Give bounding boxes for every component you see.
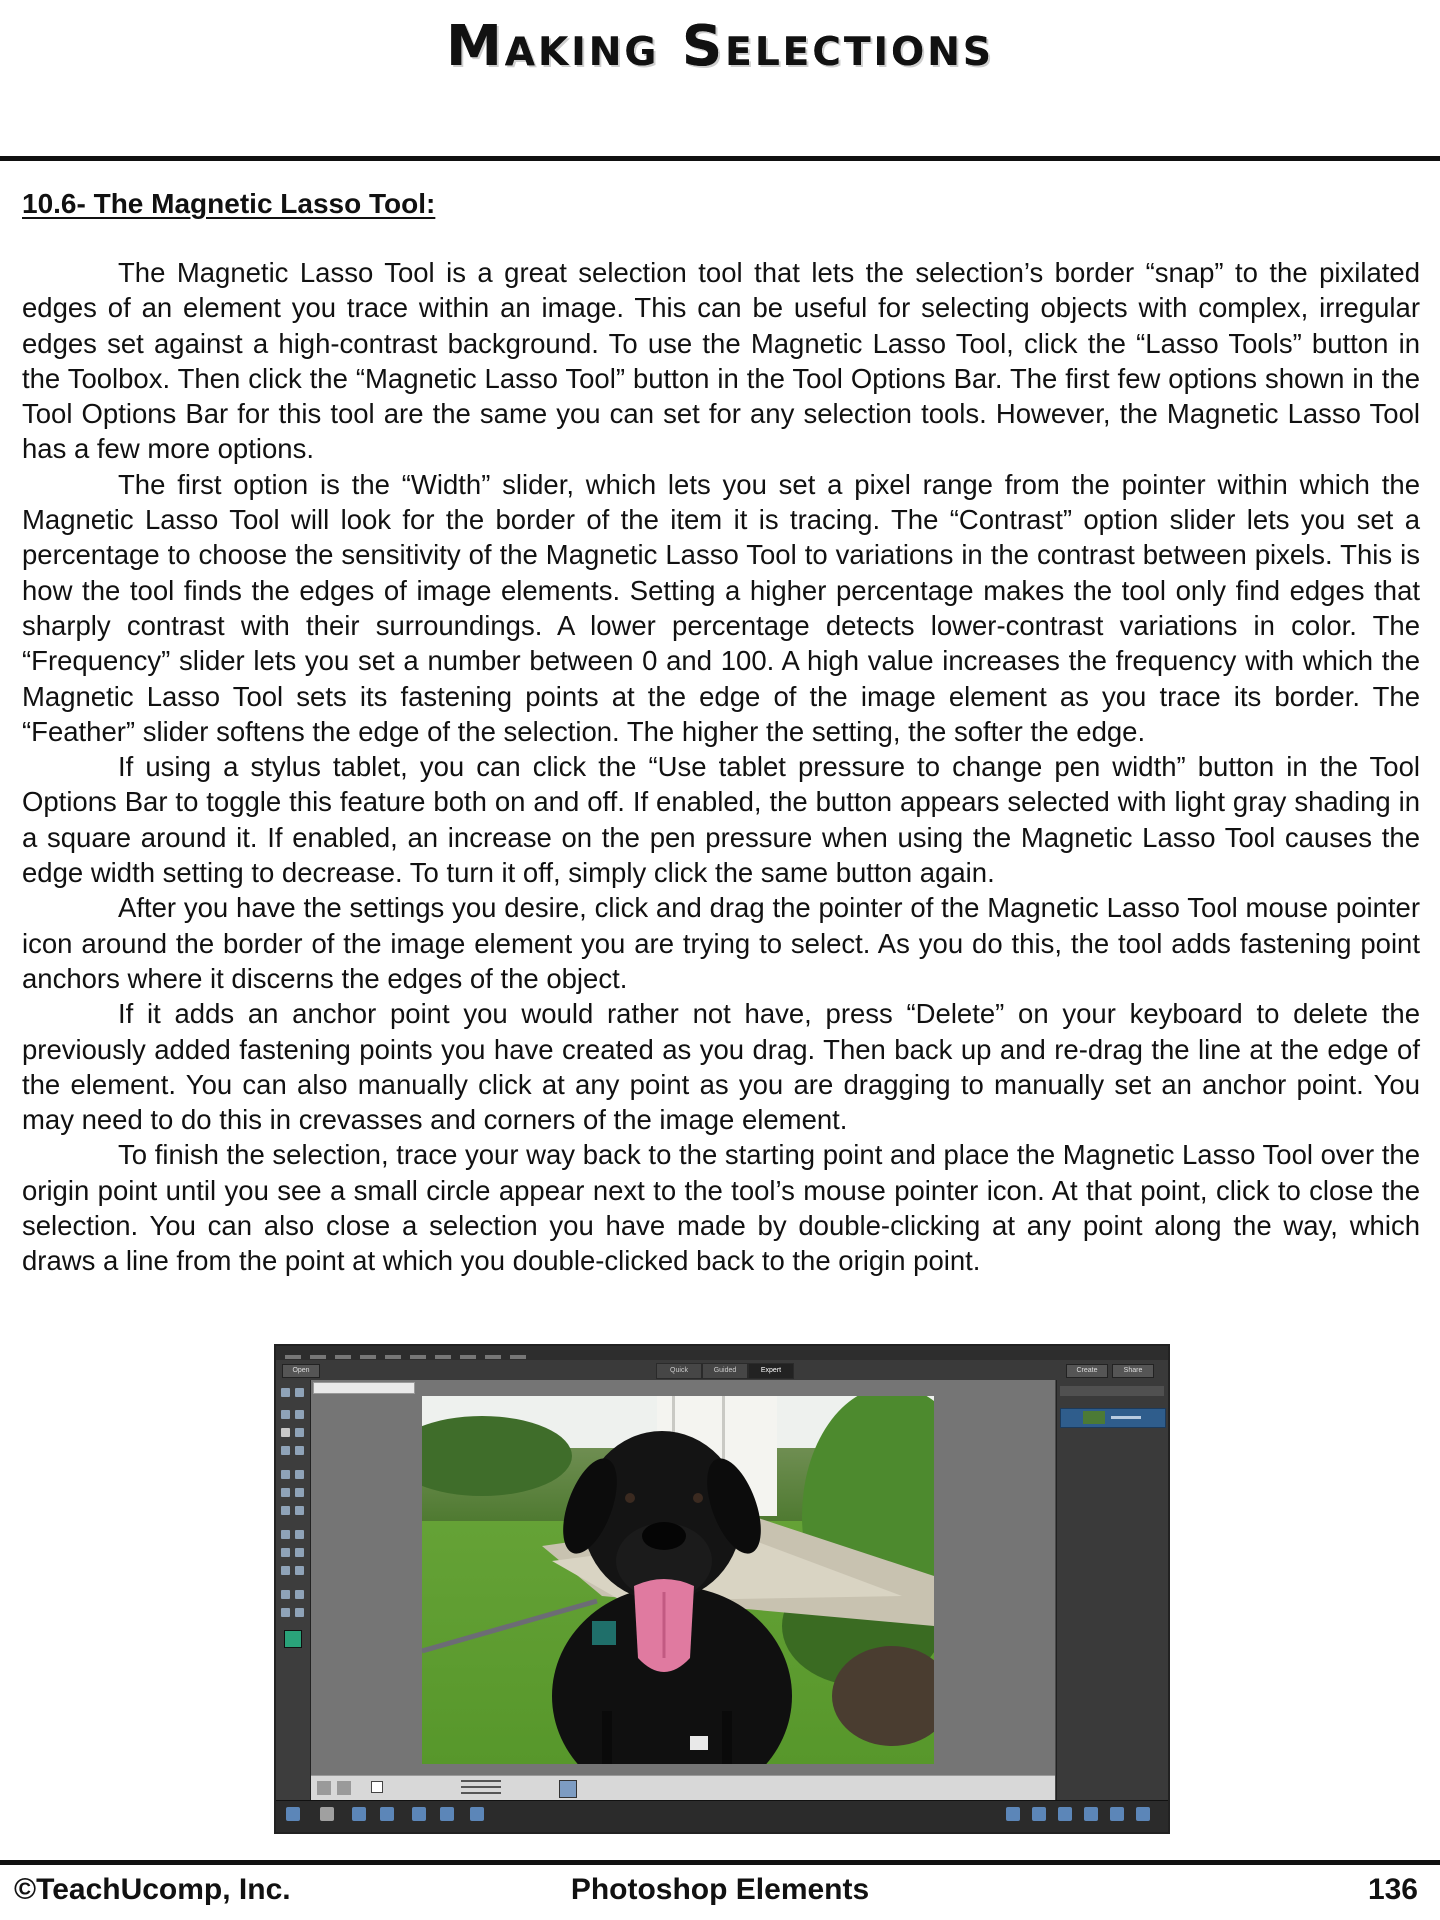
- page-title: Making Selections: [446, 14, 994, 79]
- pse-tab-quick: Quick: [656, 1363, 702, 1379]
- section-heading: 10.6- The Magnetic Lasso Tool:: [22, 188, 436, 219]
- pse-layers-panel: [1056, 1380, 1169, 1800]
- pse-menu-bar: [276, 1346, 1168, 1360]
- pse-tab-expert: Expert: [748, 1363, 794, 1379]
- paragraph: If using a stylus tablet, you can click the “Use tablet pressure to change pen width” button in the Tool Options Bar to toggle this feature both on and off. If enabled, the button appears selected with light gray shading in a square around it. If enabled, an increase on the pen pressure when using the Magnetic Lasso Tool causes the edge width setting to decrease. To turn it off, simply click the same button again.: [22, 751, 1420, 889]
- pse-layer-row: [1060, 1408, 1166, 1428]
- dog-illustration: [422, 1396, 934, 1764]
- pse-create-button: Create: [1066, 1364, 1108, 1378]
- paragraph: To finish the selection, trace your way back to the starting point and place the Magnetic Lasso Tool over the origin point until you see a small circle appear next to the tool’s mouse pointer icon. At that point, click to close the selection. You can also close a selection you have made by double-clicking at any point along the way, which draws a line from the point at which you double-clicked back to the origin point.: [22, 1139, 1420, 1277]
- pse-taskbar: [276, 1800, 1168, 1833]
- pse-canvas-area: [311, 1380, 1055, 1775]
- footer-page-number: 136: [1367, 1873, 1418, 1906]
- pse-tab-guided: Guided: [702, 1363, 748, 1379]
- footer-product: Photoshop Elements: [570, 1873, 870, 1906]
- footer-rule: [0, 1860, 1440, 1865]
- pse-mode-bar: [276, 1360, 1168, 1380]
- pse-toolbox: [276, 1380, 311, 1800]
- paragraph: After you have the settings you desire, click and drag the pointer of the Magnetic Lasso Tool mouse pointer icon around the border of the image element you are trying to select. As you do this, the tool adds fastening point anchors where it discerns the edges of the object.: [22, 892, 1420, 994]
- pse-document-tab: [313, 1382, 415, 1394]
- pse-tool-options-bar: [311, 1775, 1055, 1801]
- footer-copyright: ©TeachUcomp, Inc.: [14, 1873, 291, 1906]
- pse-open-button: Open: [282, 1364, 320, 1378]
- header-rule: [0, 156, 1440, 161]
- paragraph: If it adds an anchor point you would rather not have, press “Delete” on your keyboard to delete the previously added fastening points you have created as you drag. Then back up and re-drag the line at the edge of the element. You can also manually click at any point as you are dragging to manually set an anchor point. You may need to do this in crevasses and corners of the image element.: [22, 998, 1420, 1136]
- paragraph: The first option is the “Width” slider, which lets you set a pixel range from the pointer within which the Magnetic Lasso Tool will look for the border of the item it is tracing. The “Contrast” option slider lets you set a percentage to choose the sensitivity of the Magnetic Lasso Tool to variations in the contrast between pixels. This is how the tool finds the edges of image elements. Setting a higher percentage makes the tool only find edges that sharply contrast with their surroundings. A lower percentage detects lower-contrast variations in color. The “Frequency” slider lets you set a number between 0 and 100. A high value increases the frequency with which the Magnetic Lasso Tool sets its fastening points at the edge of the image element as you trace its border. The “Feather” slider softens the edge of the selection. The higher the setting, the softer the edge.: [22, 468, 1420, 747]
- pse-share-button: Share: [1112, 1364, 1154, 1378]
- photoshop-elements-screenshot: [274, 1344, 1170, 1834]
- body-text: [22, 255, 1420, 1279]
- dog-photo: [422, 1396, 934, 1764]
- paragraph: The Magnetic Lasso Tool is a great selection tool that lets the selection’s border “snap” to the pixilated edges of an element you trace within an image. This can be useful for selecting objects with complex, irregular edges set against a high-contrast background. To use the Magnetic Lasso Tool, click the “Lasso Tools” button in the Toolbox. Then click the “Magnetic Lasso Tool” button in the Tool Options Bar. The first few options shown in the Tool Options Bar for this tool are the same you can set for any selection tools. However, the Magnetic Lasso Tool has a few more options.: [22, 257, 1420, 465]
